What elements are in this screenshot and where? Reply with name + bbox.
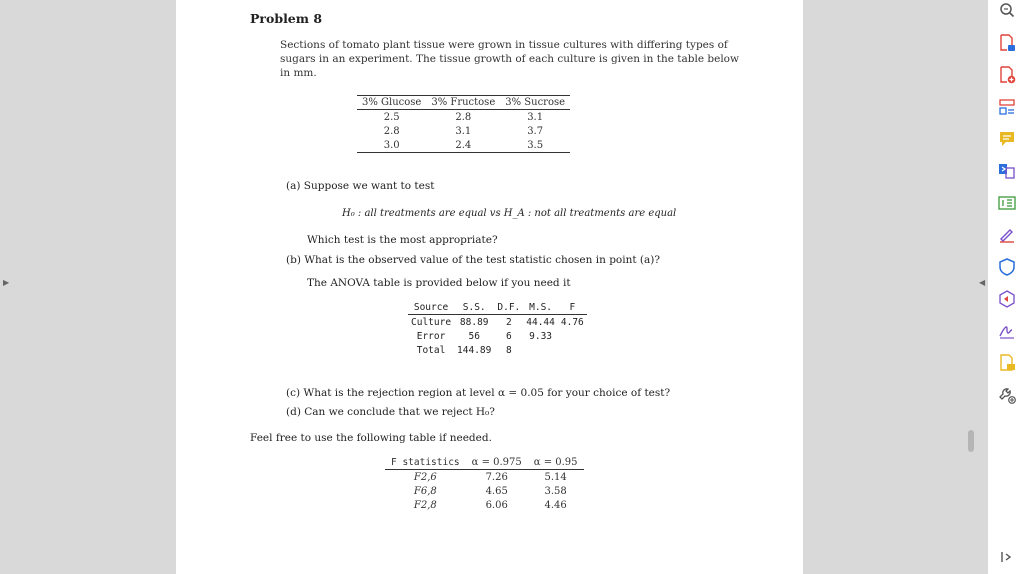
export-pdf-icon[interactable] — [998, 34, 1016, 52]
intro-line-2: sugars in an experiment. The tissue growth of each culture is given in the table below — [280, 53, 739, 65]
collapse-panel-icon[interactable] — [998, 548, 1016, 566]
part-b-label: (b) What is the observed value of the test statistic chosen in point (a)? — [286, 254, 660, 266]
left-panel-toggle-icon[interactable]: ▶ — [3, 278, 10, 287]
zoom-icon[interactable] — [998, 1, 1016, 19]
table-cell: 2.8 — [455, 111, 472, 123]
vertical-scrollbar[interactable] — [968, 430, 974, 452]
table-cell — [523, 343, 558, 357]
table-cell: 3.5 — [500, 138, 570, 153]
sugar-table — [357, 95, 570, 153]
fill-sign-icon[interactable] — [998, 226, 1016, 244]
comment-icon[interactable] — [998, 130, 1016, 148]
table-cell: 2 — [505, 316, 512, 328]
anova-table — [408, 300, 587, 357]
more-tools-icon[interactable] — [998, 386, 1016, 404]
anova-header: D.F. — [494, 300, 523, 315]
table-row — [357, 138, 570, 153]
table-cell: F6,8 — [413, 485, 437, 497]
f-header: α = 0.975 — [466, 455, 528, 470]
table-row — [385, 470, 584, 485]
table-cell: 2.8 — [383, 125, 400, 137]
right-panel-toggle-icon[interactable]: ◀ — [979, 278, 986, 287]
table-cell: 3.1 — [527, 111, 544, 123]
part-a-question: Which test is the most appropriate? — [307, 234, 498, 246]
protect-icon[interactable] — [998, 258, 1016, 276]
table-row — [408, 315, 587, 330]
table-cell — [558, 329, 587, 343]
table-cell: Total — [416, 344, 446, 356]
scan-icon[interactable] — [998, 354, 1016, 372]
table-cell: 88.89 — [459, 316, 489, 328]
table-cell: 6 — [505, 330, 512, 342]
f-header: F statistics — [385, 455, 466, 470]
part-d-label: (d) Can we conclude that we reject H₀? — [286, 406, 495, 418]
table-cell — [558, 343, 587, 357]
table-cell: Error — [416, 330, 446, 342]
part-c-label: (c) What is the rejection region at level α = 0.05 for your choice of test? — [286, 387, 671, 399]
table-cell: 4.76 — [560, 316, 584, 328]
problem-title: Problem 8 — [250, 11, 323, 26]
table-cell: F2,6 — [413, 471, 437, 483]
f-statistics-table — [385, 455, 584, 512]
pdf-page — [176, 0, 803, 574]
organize-pages-icon[interactable] — [998, 98, 1016, 116]
table-cell: 4.65 — [485, 485, 508, 497]
table-cell: 144.89 — [457, 344, 492, 356]
table-cell: F2,8 — [413, 499, 437, 511]
anova-note: The ANOVA table is provided below if you need it — [307, 277, 571, 289]
intro-line-1: Sections of tomato plant tissue were grown in tissue cultures with differing types of — [280, 39, 728, 51]
table-cell: 3.7 — [527, 125, 544, 137]
table-row — [385, 498, 584, 512]
edit-pdf-icon[interactable] — [998, 194, 1016, 212]
table-cell: 3.0 — [357, 138, 426, 153]
tools-sidebar — [988, 0, 1024, 574]
table-cell: 7.26 — [485, 471, 508, 483]
anova-header: S.S. — [454, 300, 494, 315]
combine-files-icon[interactable] — [998, 162, 1016, 180]
create-pdf-icon[interactable] — [998, 66, 1016, 84]
anova-header: F — [558, 300, 587, 315]
table-cell: 6.06 — [485, 499, 508, 511]
table-row — [408, 329, 587, 343]
table-row — [408, 343, 587, 357]
anova-header: Source — [408, 300, 454, 315]
table-cell: 8 — [505, 344, 512, 356]
table-cell: 3.1 — [455, 125, 472, 137]
table-cell: 4.46 — [544, 499, 567, 511]
table-row — [357, 124, 570, 138]
table-cell: 56 — [468, 330, 480, 342]
sign-icon[interactable] — [998, 322, 1016, 340]
table-row — [357, 110, 570, 125]
sugar-header: 3% Glucose — [357, 96, 426, 110]
table-cell: 2.4 — [426, 138, 500, 153]
f-header: α = 0.95 — [528, 455, 584, 470]
send-icon[interactable] — [998, 290, 1016, 308]
table-cell: 5.14 — [544, 471, 567, 483]
table-cell: 2.5 — [383, 111, 400, 123]
part-a-label: (a) Suppose we want to test — [286, 180, 435, 192]
table-row — [385, 484, 584, 498]
table-cell: 9.33 — [529, 330, 553, 342]
table-cell: 44.44 — [526, 316, 555, 328]
table-cell: Culture — [411, 316, 452, 328]
table-cell: 3.58 — [544, 485, 567, 497]
footer-note: Feel free to use the following table if needed. — [250, 432, 492, 444]
anova-header: M.S. — [523, 300, 558, 315]
hypothesis: H₀ : all treatments are equal vs H_A : not all treatments are equal — [342, 208, 677, 219]
sugar-header: 3% Sucrose — [500, 96, 570, 110]
intro-line-3: in mm. — [280, 67, 317, 79]
sugar-header: 3% Fructose — [426, 96, 500, 110]
